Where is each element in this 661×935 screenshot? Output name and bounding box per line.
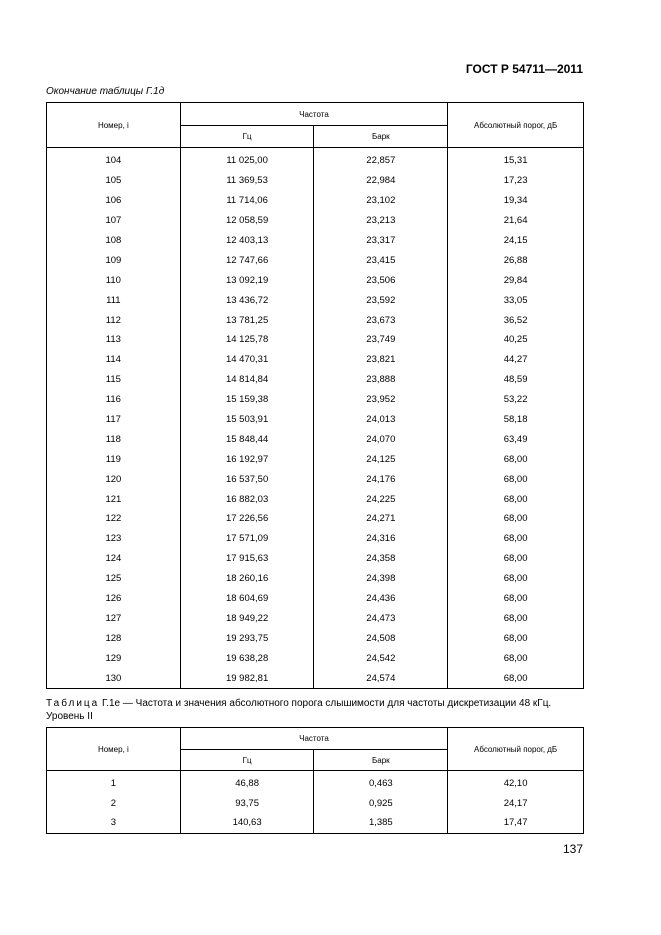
cell-frequency-bark: 24,125 [314,449,448,469]
table2-caption [46,697,586,723]
cell-threshold: 68,00 [448,469,584,489]
table-row [47,608,584,628]
threshold-table-continued [46,102,584,689]
cell-number: 126 [47,589,181,609]
cell-frequency-hz: 12 058,59 [180,211,314,231]
cell-number: 119 [47,449,181,469]
cell-number: 115 [47,370,181,390]
cell-threshold: 68,00 [448,648,584,668]
cell-frequency-bark: 24,508 [314,628,448,648]
cell-threshold: 68,00 [448,449,584,469]
cell-frequency-bark: 23,506 [314,270,448,290]
cell-frequency-bark: 24,473 [314,608,448,628]
cell-number: 112 [47,310,181,330]
cell-number: 110 [47,270,181,290]
table-row [47,171,584,191]
cell-threshold: 24,15 [448,231,584,251]
cell-frequency-bark: 24,316 [314,529,448,549]
cell-frequency-hz: 11 025,00 [180,148,314,171]
cell-frequency-hz: 17 915,63 [180,549,314,569]
cell-number: 1 [47,771,181,794]
cell-frequency-hz: 11 369,53 [180,171,314,191]
cell-frequency-bark: 23,592 [314,290,448,310]
cell-threshold: 29,84 [448,270,584,290]
table1-body [47,148,584,689]
cell-number: 123 [47,529,181,549]
table-row [47,350,584,370]
cell-number: 106 [47,191,181,211]
table2-body [47,771,584,834]
cell-threshold: 68,00 [448,569,584,589]
column-header-frequency: Частота [180,103,447,126]
table-row [47,668,584,688]
cell-frequency-bark: 24,070 [314,429,448,449]
table-row [47,270,584,290]
column-header-number: Номер, i [47,103,181,148]
cell-frequency-hz: 16 192,97 [180,449,314,469]
cell-number: 116 [47,390,181,410]
cell-frequency-bark: 1,385 [314,813,448,833]
cell-number: 107 [47,211,181,231]
table-row [47,469,584,489]
threshold-table-48khz [46,727,584,834]
cell-frequency-bark: 23,749 [314,330,448,350]
table-row [47,211,584,231]
cell-threshold: 68,00 [448,668,584,688]
cell-threshold: 40,25 [448,330,584,350]
cell-frequency-bark: 24,013 [314,410,448,430]
cell-number: 130 [47,668,181,688]
cell-frequency-hz: 14 125,78 [180,330,314,350]
table-row [47,429,584,449]
table-row [47,330,584,350]
cell-number: 124 [47,549,181,569]
cell-frequency-hz: 14 470,31 [180,350,314,370]
cell-frequency-hz: 93,75 [180,794,314,814]
cell-number: 122 [47,509,181,529]
cell-threshold: 36,52 [448,310,584,330]
cell-frequency-bark: 24,542 [314,648,448,668]
cell-threshold: 26,88 [448,250,584,270]
cell-threshold: 68,00 [448,628,584,648]
cell-number: 114 [47,350,181,370]
table-row [47,529,584,549]
cell-frequency-hz: 140,63 [180,813,314,833]
cell-frequency-hz: 18 260,16 [180,569,314,589]
cell-frequency-hz: 46,88 [180,771,314,794]
table1-caption: Окончание таблицы Г.1д [46,86,165,97]
cell-threshold: 33,05 [448,290,584,310]
cell-frequency-hz: 12 747,66 [180,250,314,270]
cell-number: 117 [47,410,181,430]
cell-frequency-bark: 23,888 [314,370,448,390]
cell-frequency-hz: 19 982,81 [180,668,314,688]
cell-frequency-bark: 23,213 [314,211,448,231]
cell-frequency-hz: 16 537,50 [180,469,314,489]
table-row [47,370,584,390]
cell-threshold: 68,00 [448,589,584,609]
cell-threshold: 19,34 [448,191,584,211]
cell-threshold: 58,18 [448,410,584,430]
table2-caption-prefix: Таблица [46,698,100,709]
cell-frequency-hz: 16 882,03 [180,489,314,509]
table-row [47,549,584,569]
cell-number: 104 [47,148,181,171]
cell-frequency-bark: 23,415 [314,250,448,270]
cell-threshold: 63,49 [448,429,584,449]
table-row [47,148,584,171]
page-number: 137 [562,842,583,856]
table-row [47,231,584,251]
cell-number: 105 [47,171,181,191]
cell-frequency-hz: 17 226,56 [180,509,314,529]
cell-frequency-bark: 22,984 [314,171,448,191]
cell-frequency-hz: 17 571,09 [180,529,314,549]
cell-frequency-bark: 24,176 [314,469,448,489]
table-row [47,771,584,794]
cell-frequency-hz: 18 949,22 [180,608,314,628]
cell-threshold: 24,17 [448,794,584,814]
cell-number: 120 [47,469,181,489]
cell-threshold: 68,00 [448,549,584,569]
document-code: ГОСТ Р 54711—2011 [465,62,583,76]
table-row [47,509,584,529]
cell-threshold: 48,59 [448,370,584,390]
cell-frequency-hz: 19 293,75 [180,628,314,648]
cell-frequency-hz: 12 403,13 [180,231,314,251]
table-row [47,794,584,814]
cell-frequency-bark: 23,673 [314,310,448,330]
column-header-number: Номер, i [47,728,181,771]
column-header-threshold: Абсолютный порог, дБ [448,103,584,148]
cell-number: 129 [47,648,181,668]
table-row [47,310,584,330]
cell-threshold: 17,23 [448,171,584,191]
cell-number: 121 [47,489,181,509]
cell-number: 127 [47,608,181,628]
cell-frequency-hz: 13 781,25 [180,310,314,330]
table-row [47,489,584,509]
cell-threshold: 15,31 [448,148,584,171]
cell-number: 3 [47,813,181,833]
column-header-hz: Гц [180,126,314,148]
cell-frequency-hz: 15 159,38 [180,390,314,410]
cell-threshold: 68,00 [448,489,584,509]
column-header-bark: Барк [314,750,448,771]
cell-threshold: 68,00 [448,608,584,628]
table-row [47,390,584,410]
cell-threshold: 53,22 [448,390,584,410]
cell-threshold: 42,10 [448,771,584,794]
cell-frequency-hz: 18 604,69 [180,589,314,609]
cell-frequency-bark: 23,317 [314,231,448,251]
cell-threshold: 21,64 [448,211,584,231]
cell-frequency-hz: 19 638,28 [180,648,314,668]
table-row [47,589,584,609]
table-row [47,648,584,668]
cell-frequency-bark: 24,398 [314,569,448,589]
cell-frequency-bark: 22,857 [314,148,448,171]
column-header-threshold: Абсолютный порог, дБ [448,728,584,771]
cell-frequency-hz: 13 436,72 [180,290,314,310]
cell-number: 125 [47,569,181,589]
cell-frequency-bark: 23,821 [314,350,448,370]
cell-threshold: 44,27 [448,350,584,370]
cell-frequency-hz: 13 092,19 [180,270,314,290]
cell-frequency-bark: 23,952 [314,390,448,410]
column-header-hz: Гц [180,750,314,771]
cell-number: 113 [47,330,181,350]
cell-number: 108 [47,231,181,251]
table2-caption-text: Г.1е — Частота и значения абсолютного порога слышимости для частоты дискретизации 48 кГц. Уровень II [46,698,552,722]
cell-frequency-bark: 24,358 [314,549,448,569]
cell-threshold: 68,00 [448,509,584,529]
table-row [47,628,584,648]
cell-frequency-bark: 24,271 [314,509,448,529]
table-row [47,449,584,469]
cell-frequency-bark: 0,925 [314,794,448,814]
cell-frequency-hz: 15 503,91 [180,410,314,430]
cell-threshold: 68,00 [448,529,584,549]
cell-threshold: 17,47 [448,813,584,833]
table-row [47,569,584,589]
table-row [47,250,584,270]
table-row [47,191,584,211]
column-header-frequency: Частота [180,728,447,750]
table-row [47,410,584,430]
cell-number: 118 [47,429,181,449]
table-row [47,813,584,833]
cell-frequency-hz: 14 814,84 [180,370,314,390]
cell-number: 111 [47,290,181,310]
cell-frequency-hz: 15 848,44 [180,429,314,449]
cell-frequency-bark: 0,463 [314,771,448,794]
column-header-bark: Барк [314,126,448,148]
cell-frequency-bark: 23,102 [314,191,448,211]
table-row [47,290,584,310]
cell-number: 128 [47,628,181,648]
cell-frequency-hz: 11 714,06 [180,191,314,211]
cell-frequency-bark: 24,574 [314,668,448,688]
cell-frequency-bark: 24,436 [314,589,448,609]
cell-number: 109 [47,250,181,270]
cell-number: 2 [47,794,181,814]
cell-frequency-bark: 24,225 [314,489,448,509]
